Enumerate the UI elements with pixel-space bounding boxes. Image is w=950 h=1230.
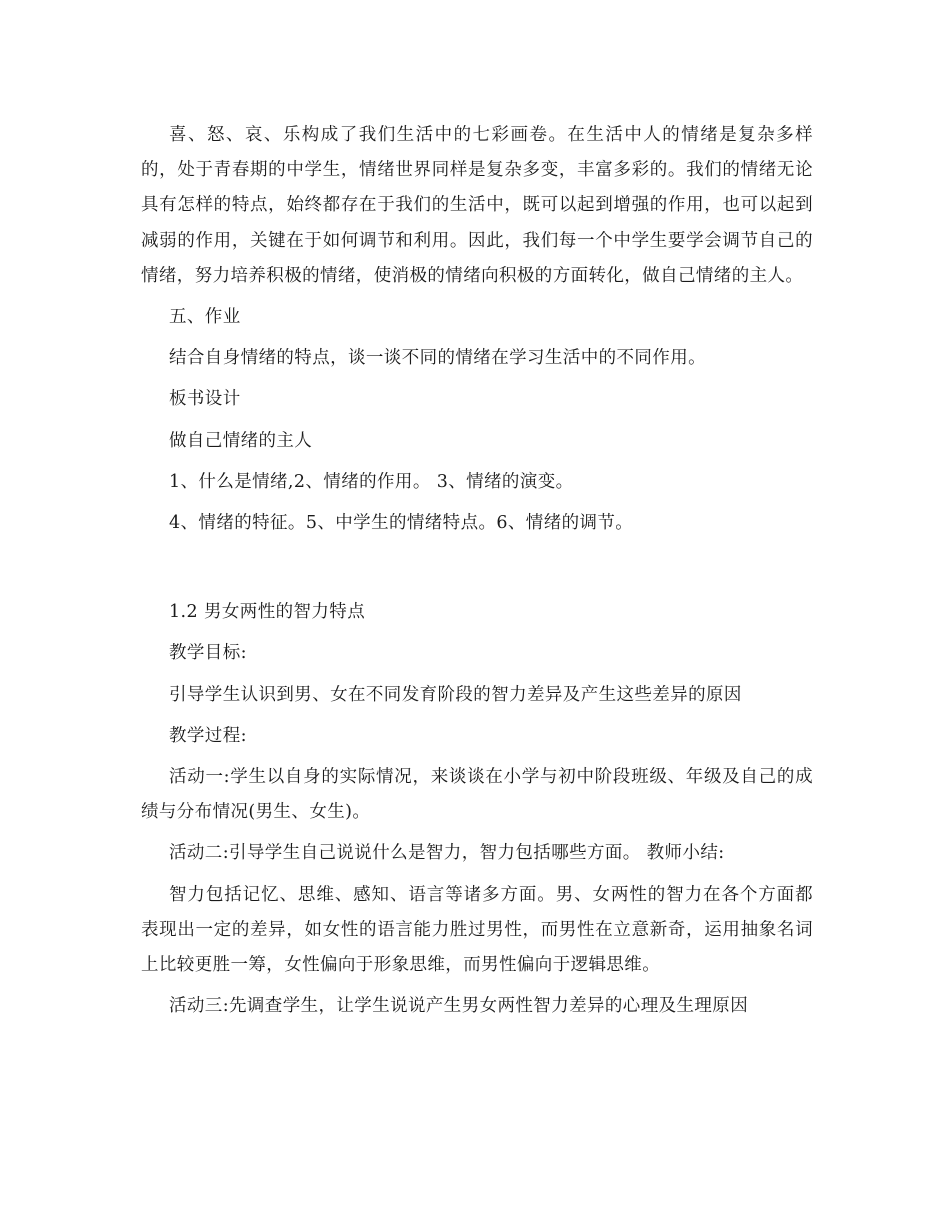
section-spacer (141, 547, 813, 595)
activity-one-paragraph: 活动一:学生以自身的实际情况，来谈谈在小学与初中阶段班级、年级及自己的成绩与分布情况(男生、女生)。 (141, 767, 813, 823)
summary-paragraph: 喜、怒、哀、乐构成了我们生活中的七彩画卷。在生活中人的情绪是复杂多样的，处于青春期的中学生，情绪世界同样是复杂多变，丰富多彩的。我们的情绪无论具有怎样的特点，始终都存在于我们的生活中，既可以起到增强的作用，也可以起到减弱的作用，关键在于如何调节和利用。因此，我们每一个中学生要学会调节自己的情绪，努力培养积极的情绪，使消极的情绪向积极的方面转化，做自己情绪的主人。 (141, 125, 813, 286)
board-items-line-1: 1、什么是情绪,2、情绪的作用。 3、情绪的演变。 (169, 471, 574, 492)
section-heading-board-design: 板书设计 (169, 389, 241, 410)
teaching-goal-text: 引导学生认识到男、女在不同发育阶段的智力差异及产生这些差异的原因 (169, 684, 742, 705)
section-heading-homework: 五、作业 (169, 307, 241, 328)
document-body (141, 118, 813, 1030)
activity-two-paragraph: 活动二:引导学生自己说说什么是智力，智力包括哪些方面。 教师小结: (169, 843, 725, 864)
activity-three-paragraph: 活动三:先调查学生，让学生说说产生男女两性智力差异的心理及生理原因 (169, 996, 749, 1017)
lesson-title: 1.2 男女两性的智力特点 (169, 602, 366, 623)
homework-paragraph: 结合自身情绪的特点，谈一谈不同的情绪在学习生活中的不同作用。 (169, 348, 706, 369)
board-items-line-2: 4、情绪的特征。5、中学生的情绪特点。6、情绪的调节。 (169, 513, 634, 534)
teaching-goal-heading: 教学目标: (169, 643, 247, 664)
intelligence-summary-paragraph: 智力包括记忆、思维、感知、语言等诸多方面。男、女两性的智力在各个方面都表现出一定的差异，如女性的语言能力胜过男性，而男性在立意新奇，运用抽象名词上比较更胜一筹，女性偏向于形象思维，而男性偏向于逻辑思维。 (141, 884, 813, 976)
teaching-process-heading: 教学过程: (169, 725, 247, 746)
board-title: 做自己情绪的主人 (169, 430, 313, 451)
